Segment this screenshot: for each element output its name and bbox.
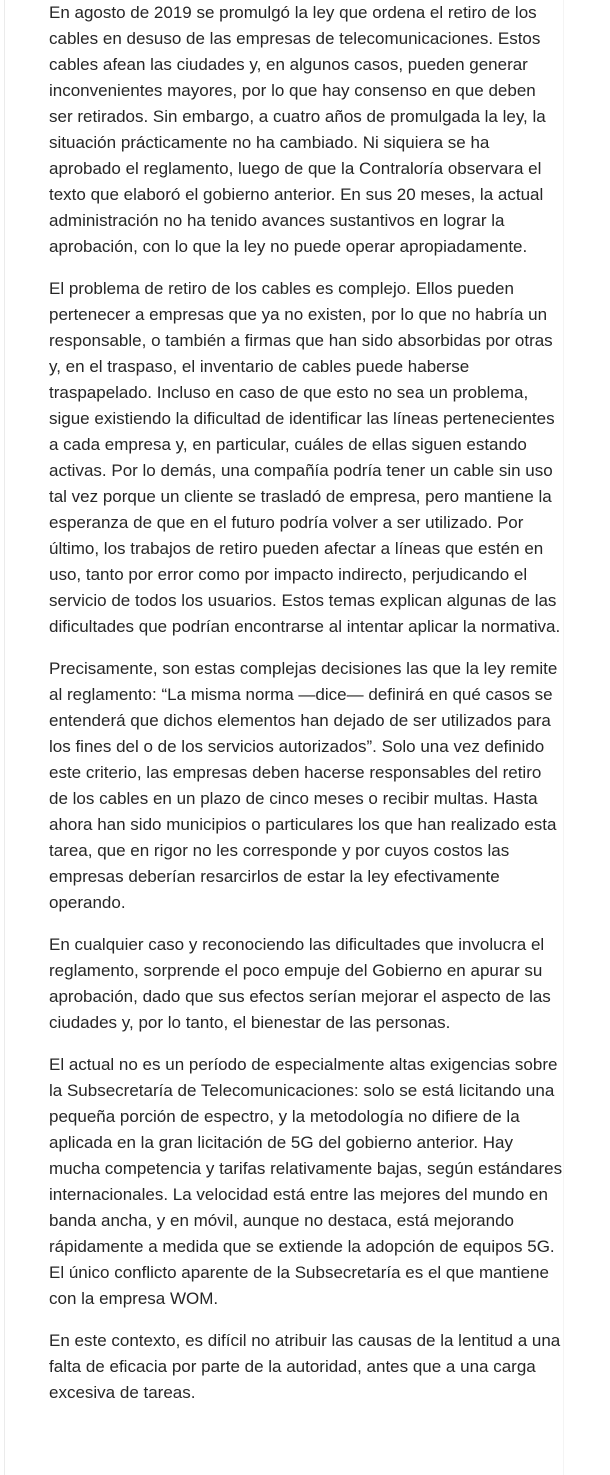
article-body: [4, 0, 564, 1475]
article-paragraph: En cualquier caso y reconociendo las dificultades que involucra el reglamento, sorprende el poco empuje del Gobierno en apurar su aprobación, dado que sus efectos serían mejorar el aspecto de las ciudades y, por lo tanto, el bienestar de las personas.: [49, 935, 551, 1032]
article-paragraph: En agosto de 2019 se promulgó la ley que ordena el retiro de los cables en desuso de las empresas de telecomunicaciones. Estos cables afean las ciudades y, en algunos casos, pueden generar inconvenientes mayores, por lo que hay consenso en que deben ser retirados. Sin embargo, a cuatro años de promulgada la ley, la situación prácticamente no ha cambiado. Ni siquiera se ha aprobado el reglamento, luego de que la Contraloría observara el texto que elaboró el gobierno anterior. En sus 20 meses, la actual administración no ha tenido avances sustantivos en lograr la aprobación, con lo que la ley no puede operar apropiadamente.: [49, 3, 546, 256]
article-paragraph: El problema de retiro de los cables es complejo. Ellos pueden pertenecer a empresas que ya no existen, por lo que no habría un responsable, o también a firmas que han sido absorbidas por otras y, en el traspaso, el inventario de cables puede haberse traspapelado. Incluso en caso de que esto no sea un problema, sigue existiendo la dificultad de identificar las líneas pertenecientes a cada empresa y, en particular, cuáles de ellas siguen estando activas. Por lo demás, una compañía podría tener un cable sin uso tal vez porque un cliente se trasladó de empresa, pero mantiene la esperanza de que en el futuro podría volver a ser utilizado. Por último, los trabajos de retiro pueden afectar a líneas que estén en uso, tanto por error como por impacto indirecto, perjudicando el servicio de todos los usuarios. Estos temas explican algunas de las dificultades que podrían encontrarse al intentar aplicar la normativa.: [49, 279, 561, 636]
article-paragraph: El actual no es un período de especialmente altas exigencias sobre la Subsecretaría de Telecomunicaciones: solo se está licitando una pequeña porción de espectro, y la metodología no difiere de la aplicada en la gran licitación de 5G del gobierno anterior. Hay mucha competencia y tarifas relativamente bajas, según estándares internacionales. La velocidad está entre las mejores del mundo en banda ancha, y en móvil, aunque no destaca, está mejorando rápidamente a medida que se extiende la adopción de equipos 5G. El único conflicto aparente de la Subsecretaría es el que mantiene con la empresa WOM.: [49, 1055, 563, 1308]
article-paragraph: Precisamente, son estas complejas decisiones las que la ley remite al reglamento: “La misma norma —dice— definirá en qué casos se entenderá que dichos elementos han dejado de ser utilizados para los fines del o de los servicios autorizados”. Solo una vez definido este criterio, las empresas deben hacerse responsables del retiro de los cables en un plazo de cinco meses o recibir multas. Hasta ahora han sido municipios o particulares los que han realizado esta tarea, que en rigor no les corresponde y por cuyos costos las empresas deberían resarcirlos de estar la ley efectivamente operando.: [49, 659, 558, 912]
article-paragraph: En este contexto, es difícil no atribuir las causas de la lentitud a una falta de eficacia por parte de la autoridad, antes que a una carga excesiva de tareas.: [49, 1331, 561, 1402]
